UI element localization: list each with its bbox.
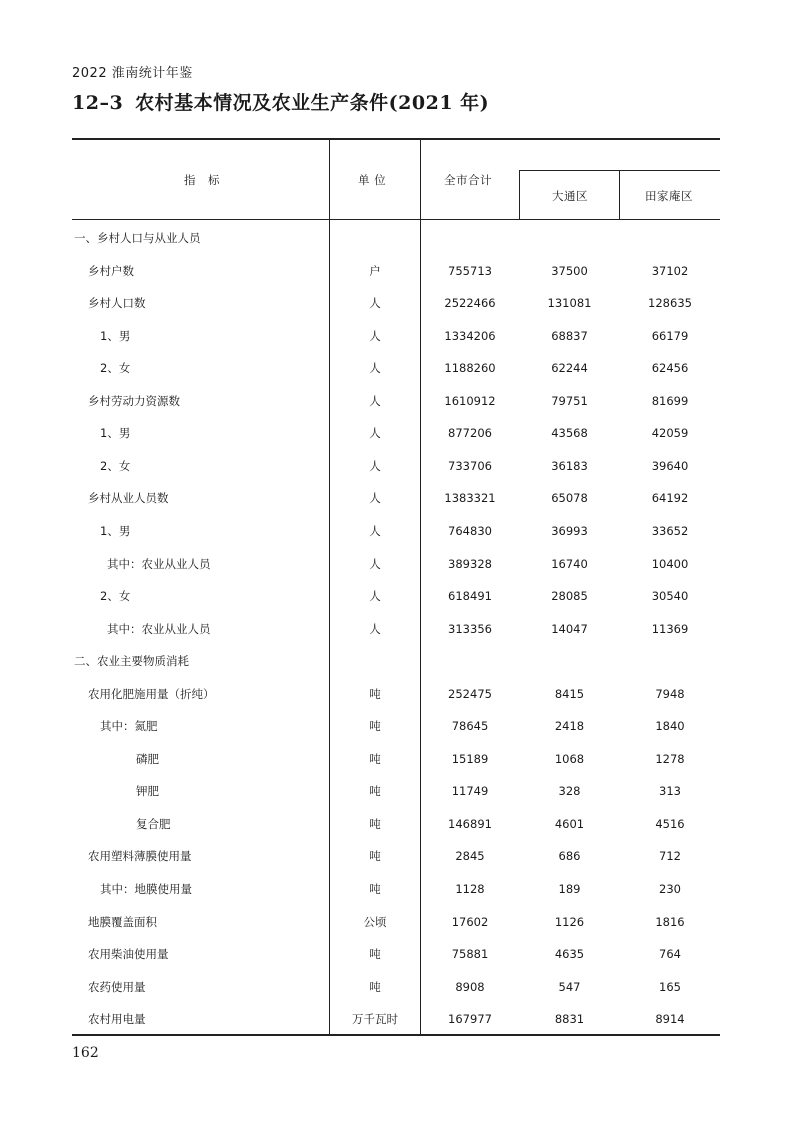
row-datong: 1126 <box>554 915 585 929</box>
row-datong: 4601 <box>554 817 585 831</box>
row-unit: 人 <box>369 394 381 408</box>
row-unit: 人 <box>369 459 381 473</box>
row-total: 389328 <box>448 557 492 571</box>
row-total: 75881 <box>451 947 489 961</box>
row-datong: 16740 <box>551 557 588 571</box>
header-district-datong: 大通区 <box>552 189 588 203</box>
row-unit: 吨 <box>369 882 381 896</box>
row-datong: 79751 <box>551 394 588 408</box>
row-total: 1128 <box>455 882 485 896</box>
row-label: 复合肥 <box>136 817 171 831</box>
row-unit: 户 <box>369 264 381 278</box>
row-label: 1、男 <box>100 524 131 538</box>
row-unit: 人 <box>369 296 381 310</box>
row-label: 其中：农业从业人员 <box>107 622 211 636</box>
row-unit: 人 <box>369 557 381 571</box>
row-unit: 吨 <box>369 947 381 961</box>
row-unit: 吨 <box>369 817 381 831</box>
row-label: 1、男 <box>100 329 131 343</box>
row-label: 其中：氮肥 <box>100 719 158 733</box>
row-datong: 2418 <box>554 719 585 733</box>
row-tianjiaan: 230 <box>659 882 681 896</box>
row-total: 313356 <box>448 622 492 636</box>
row-tianjiaan: 165 <box>659 980 681 994</box>
row-tianjiaan: 1278 <box>655 752 685 766</box>
row-total: 15189 <box>451 752 489 766</box>
row-datong: 14047 <box>551 622 588 636</box>
row-total: 2845 <box>455 849 485 863</box>
row-unit: 吨 <box>369 719 381 733</box>
header-total: 全市合计 <box>444 173 492 187</box>
row-label: 一、乡村人口与从业人员 <box>74 231 201 245</box>
row-datong: 1068 <box>554 752 585 766</box>
row-tianjiaan: 7948 <box>655 687 685 701</box>
row-total: 755713 <box>448 264 492 278</box>
total-divider <box>519 170 520 219</box>
row-datong: 8831 <box>554 1012 585 1026</box>
row-total: 733706 <box>448 459 492 473</box>
row-total: 146891 <box>448 817 492 831</box>
row-tianjiaan: 33652 <box>651 524 689 538</box>
row-label: 农村用电量 <box>88 1012 146 1026</box>
row-total: 11749 <box>451 784 489 798</box>
row-unit: 人 <box>369 491 381 505</box>
row-unit: 人 <box>369 426 381 440</box>
row-label: 其中：地膜使用量 <box>100 882 192 896</box>
row-datong: 36183 <box>551 459 588 473</box>
header-unit: 单 位 <box>358 173 387 187</box>
row-unit: 人 <box>369 589 381 603</box>
row-label: 农用塑料薄膜使用量 <box>88 849 192 863</box>
statistics-table <box>72 138 720 1036</box>
row-datong: 131081 <box>547 296 592 310</box>
row-label: 农用柴油使用量 <box>88 947 169 961</box>
row-total: 1188260 <box>444 361 496 375</box>
row-tianjiaan: 39640 <box>651 459 689 473</box>
row-total: 764830 <box>448 524 492 538</box>
row-unit: 吨 <box>369 980 381 994</box>
row-tianjiaan: 712 <box>659 849 681 863</box>
row-label: 2、女 <box>100 459 131 473</box>
row-label: 2、女 <box>100 589 131 603</box>
row-unit: 万千瓦时 <box>352 1012 398 1026</box>
row-tianjiaan: 30540 <box>651 589 689 603</box>
row-tianjiaan: 37102 <box>651 264 689 278</box>
row-unit: 吨 <box>369 784 381 798</box>
row-label: 1、男 <box>100 426 131 440</box>
row-total: 78645 <box>451 719 489 733</box>
row-label: 2、女 <box>100 361 131 375</box>
row-datong: 43568 <box>551 426 588 440</box>
row-tianjiaan: 1816 <box>655 915 685 929</box>
row-unit: 人 <box>369 524 381 538</box>
row-unit: 人 <box>369 329 381 343</box>
row-unit: 吨 <box>369 849 381 863</box>
header-indicator: 指 标 <box>184 173 220 187</box>
row-datong: 68837 <box>551 329 588 343</box>
row-tianjiaan: 764 <box>659 947 681 961</box>
row-unit: 吨 <box>369 687 381 701</box>
table-title <box>72 88 489 115</box>
row-total: 1334206 <box>444 329 496 343</box>
row-datong: 28085 <box>551 589 588 603</box>
row-total: 1610912 <box>444 394 496 408</box>
header-bottom-rule <box>72 219 720 220</box>
row-datong: 8415 <box>554 687 585 701</box>
row-tianjiaan: 42059 <box>651 426 689 440</box>
row-label: 二、农业主要物质消耗 <box>74 654 189 668</box>
row-tianjiaan: 62456 <box>651 361 689 375</box>
row-total: 17602 <box>451 915 489 929</box>
row-datong: 37500 <box>551 264 588 278</box>
row-label: 农药使用量 <box>88 980 146 994</box>
row-label: 钾肥 <box>136 784 159 798</box>
bottom-rule <box>72 1034 720 1036</box>
district-divider <box>619 170 620 219</box>
row-tianjiaan: 81699 <box>651 394 689 408</box>
row-tianjiaan: 128635 <box>648 296 692 310</box>
row-label: 乡村户数 <box>88 264 134 278</box>
row-datong: 65078 <box>551 491 588 505</box>
row-label: 其中：农业从业人员 <box>107 557 211 571</box>
row-datong: 189 <box>558 882 581 896</box>
row-tianjiaan: 66179 <box>651 329 689 343</box>
row-label: 农用化肥施用量（折纯） <box>88 687 215 701</box>
row-label: 乡村人口数 <box>88 296 146 310</box>
row-datong: 4635 <box>554 947 585 961</box>
table-number: 12–3 <box>72 92 124 114</box>
row-datong: 328 <box>558 784 581 798</box>
row-total: 1383321 <box>444 491 496 505</box>
row-datong: 36993 <box>551 524 588 538</box>
row-tianjiaan: 64192 <box>651 491 689 505</box>
page-number: 162 <box>72 1045 99 1061</box>
row-unit: 人 <box>369 361 381 375</box>
row-label: 乡村从业人员数 <box>88 491 169 505</box>
row-datong: 547 <box>558 980 581 994</box>
row-unit: 吨 <box>369 752 381 766</box>
row-label: 磷肥 <box>136 752 159 766</box>
row-total: 877206 <box>448 426 492 440</box>
row-tianjiaan: 10400 <box>651 557 689 571</box>
table-title-text: 农村基本情况及农业生产条件(2021 年) <box>135 92 490 114</box>
row-unit: 公顷 <box>363 915 387 929</box>
row-datong: 686 <box>558 849 581 863</box>
row-total: 167977 <box>448 1012 492 1026</box>
row-total: 8908 <box>455 980 485 994</box>
header-district-tianjiaan: 田家庵区 <box>645 189 693 203</box>
row-tianjiaan: 1840 <box>655 719 685 733</box>
row-tianjiaan: 313 <box>659 784 681 798</box>
row-tianjiaan: 11369 <box>651 622 689 636</box>
row-unit: 人 <box>369 622 381 636</box>
row-tianjiaan: 4516 <box>655 817 685 831</box>
row-label: 地膜覆盖面积 <box>88 915 157 929</box>
row-tianjiaan: 8914 <box>655 1012 685 1026</box>
row-datong: 62244 <box>551 361 588 375</box>
top-rule <box>72 138 720 140</box>
row-total: 252475 <box>448 687 492 701</box>
row-label: 乡村劳动力资源数 <box>88 394 180 408</box>
row-total: 618491 <box>448 589 492 603</box>
row-total: 2522466 <box>444 296 496 310</box>
yearbook-title: 2022 淮南统计年鉴 <box>72 66 193 81</box>
